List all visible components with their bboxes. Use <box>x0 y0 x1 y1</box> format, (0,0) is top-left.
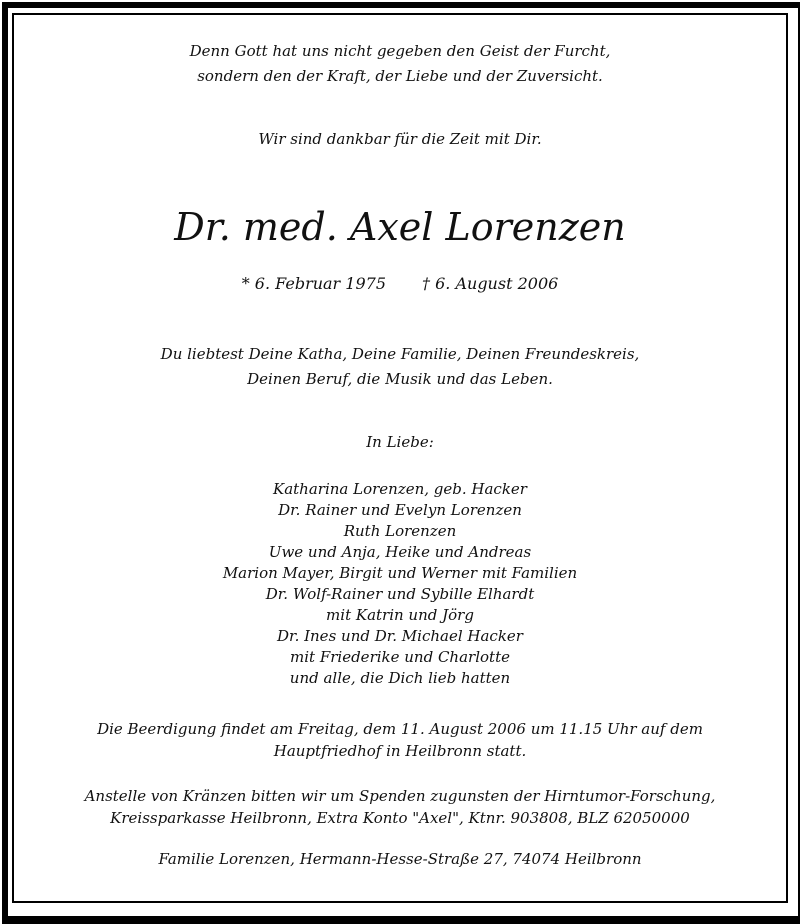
funeral-line: Die Beerdigung findet am Freitag, dem 11. August 2006 um 11.15 Uhr auf dem <box>97 720 703 738</box>
life-dates <box>0 274 800 293</box>
birth-date: * 6. Februar 1975 <box>241 274 387 293</box>
mourner: mit Friederike und Charlotte <box>290 648 510 666</box>
mourner: Uwe und Anja, Heike und Andreas <box>268 543 532 561</box>
mourner: Marion Mayer, Birgit und Werner mit Familien <box>222 564 578 582</box>
mourner: und alle, die Dich lieb hatten <box>289 669 511 687</box>
mourner: mit Katrin und Jörg <box>326 606 474 624</box>
funeral-line: Hauptfriedhof in Heilbronn statt. <box>273 742 527 760</box>
mourner: Dr. Ines und Dr. Michael Hacker <box>277 627 523 645</box>
family-address: Familie Lorenzen, Hermann-Hesse-Straße 27, 74074 Heilbronn <box>158 850 642 868</box>
gratitude-line: Wir sind dankbar für die Zeit mit Dir. <box>258 130 542 148</box>
donation-line: Anstelle von Kränzen bitten wir um Spenden zugunsten der Hirntumor-Forschung, <box>84 787 716 805</box>
motto-line: sondern den der Kraft, der Liebe und der Zuversicht. <box>197 67 603 85</box>
mourner: Katharina Lorenzen, geb. Hacker <box>273 480 527 498</box>
mourner: Dr. Rainer und Evelyn Lorenzen <box>278 501 522 519</box>
mourner: Ruth Lorenzen <box>343 522 457 540</box>
mourner: Dr. Wolf-Rainer und Sybille Elhardt <box>265 585 535 603</box>
tribute-line: Du liebtest Deine Katha, Deine Familie, Deinen Freundeskreis, <box>160 345 640 363</box>
deceased-name: Dr. med. Axel Lorenzen <box>174 205 626 249</box>
donation-line: Kreissparkasse Heilbronn, Extra Konto "Axel", Ktnr. 903808, BLZ 62050000 <box>110 809 690 827</box>
death-date: † 6. August 2006 <box>422 274 559 293</box>
motto-line: Denn Gott hat uns nicht gegeben den Geist der Furcht, <box>189 42 611 60</box>
in-love-label: In Liebe: <box>366 433 434 451</box>
tribute-line: Deinen Beruf, die Musik und das Leben. <box>247 370 553 388</box>
